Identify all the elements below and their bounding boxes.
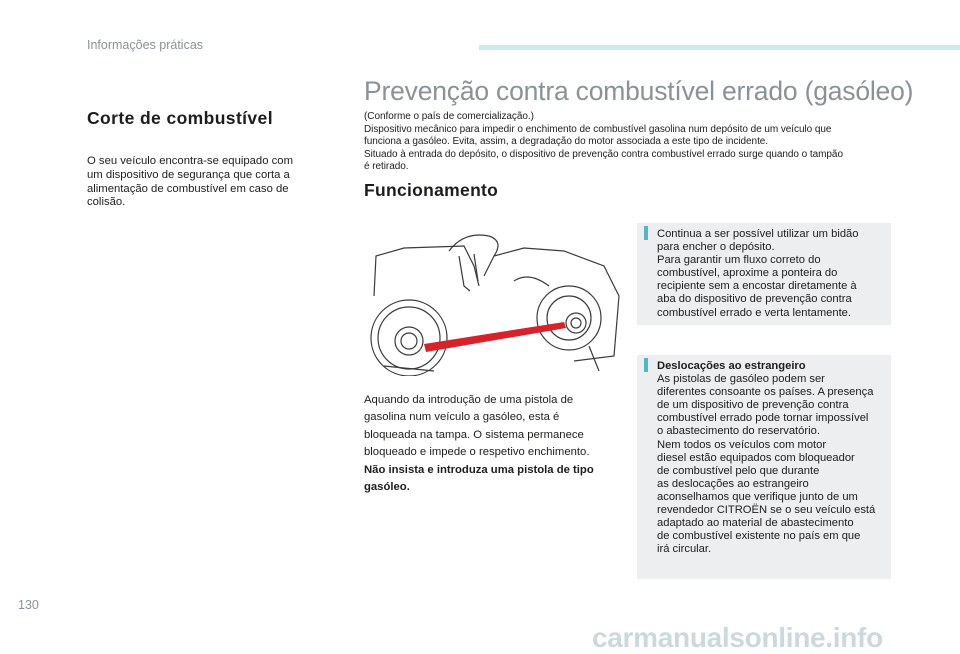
text-line: para encher o depósito.	[657, 241, 775, 254]
text-line: o abastecimento do reservatório.	[657, 425, 820, 438]
page-title: Prevenção contra combustível errado (gasóleo)	[364, 76, 914, 106]
text-line: Dispositivo mecânico para impedir o enchimento de combustível gasolina num depósito de um veículo que	[364, 123, 832, 135]
text-line: aconselhamos que verifique junto de um	[657, 490, 858, 503]
text-line: bloqueada na tampa. O sistema permanece	[364, 428, 584, 441]
text-line: alimentação de combustível em caso de	[87, 182, 289, 195]
text-line: Aquando da introdução de uma pistola de	[364, 394, 574, 406]
text-line: As pistolas de gasóleo podem ser	[657, 373, 825, 386]
text-line: recipiente sem a encostar diretamente à	[657, 280, 857, 293]
header-rule	[479, 45, 960, 50]
text-line: (Conforme o país de comercialização.)	[364, 111, 534, 122]
text-line: de combustível existente no país em que	[657, 530, 861, 543]
note-jerrycan	[637, 223, 891, 325]
text-line: Nem todos os veículos com motor	[657, 438, 827, 451]
text-line: combustível errado e verta lentamente.	[657, 306, 852, 319]
text-line: as deslocações ao estrangeiro	[657, 477, 809, 490]
text-line: O seu veículo encontra-se equipado com	[87, 155, 293, 167]
page-number: 130	[18, 598, 39, 612]
note-title: Deslocações ao estrangeiro	[657, 360, 806, 372]
operation-paragraph	[364, 392, 622, 496]
note-marker-icon	[644, 358, 648, 372]
warning-line: gasóleo.	[364, 481, 410, 494]
text-line: diferentes consoante os países. A presença	[657, 386, 874, 399]
text-line: funciona a gasóleo. Evita, assim, a degradação do motor associada a este tipo de incidente.	[364, 136, 769, 148]
text-line: Continua a ser possível utilizar um bidão	[657, 228, 859, 240]
text-line: adaptado ao material de abastecimento	[657, 517, 854, 530]
text-line: bloqueado e impede o respetivo enchimento.	[364, 446, 590, 459]
text-line: colisão.	[87, 196, 126, 209]
fuel-filler-illustration	[364, 226, 624, 376]
heading-operation: Funcionamento	[364, 180, 499, 200]
text-line: revendedor CITROËN se o seu veículo está	[657, 504, 876, 517]
text-line: combustível errado pode tornar impossível	[657, 412, 869, 425]
note-marker-icon	[644, 226, 648, 240]
text-line: de um dispositivo de prevenção contra	[657, 399, 849, 412]
intro-text	[364, 111, 894, 174]
watermark: carmanualsonline.info	[592, 622, 883, 653]
note-travel-abroad	[637, 355, 891, 579]
text-line: gasolina num veículo a gasóleo, esta é	[364, 411, 560, 424]
text-line: diesel estão equipados com bloqueador	[657, 451, 855, 464]
paragraph-fuel-cutoff	[87, 155, 317, 210]
text-line: Para garantir um fluxo correto do	[657, 254, 821, 267]
text-line: combustível, aproxime a ponteira do	[657, 267, 838, 280]
text-line: Situado à entrada do depósito, o dispositivo de prevenção contra combustível errado surge quando o tampão	[364, 148, 843, 160]
text-line: um dispositivo de segurança que corta a	[87, 168, 290, 181]
text-line: de combustível pelo que durante	[657, 464, 820, 477]
text-line: irá circular.	[657, 543, 712, 556]
heading-fuel-cutoff: Corte de combustível	[87, 108, 273, 128]
warning-line: Não insista e introduza uma pistola de tipo	[364, 463, 594, 476]
text-line: é retirado.	[364, 161, 409, 173]
text-line: aba do dispositivo de prevenção contra	[657, 293, 852, 306]
section-header: Informações práticas	[87, 38, 204, 52]
